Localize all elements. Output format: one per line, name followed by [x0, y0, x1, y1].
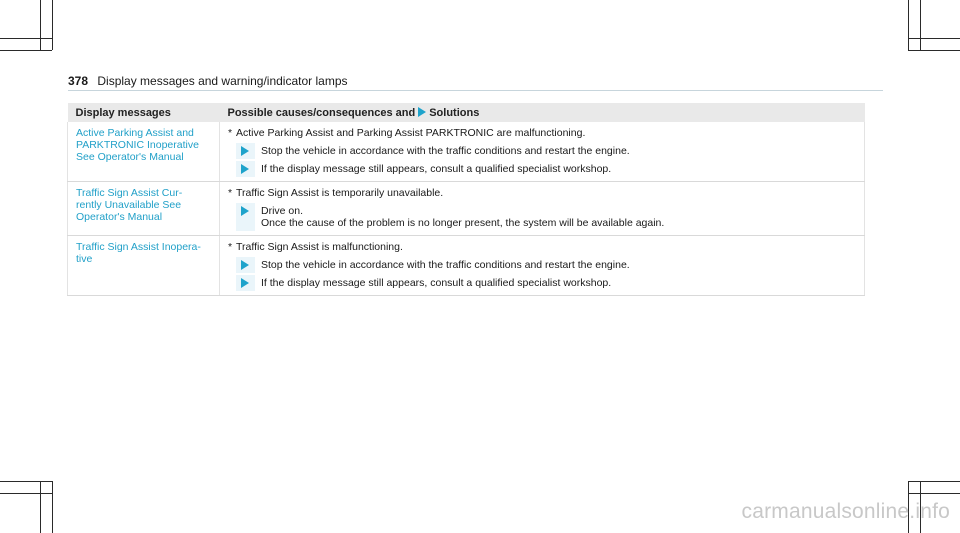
display-message: Traffic Sign Assist Cur- rently Unavailable See Operator's Manual — [68, 182, 220, 236]
crop-mark — [52, 481, 53, 533]
page-title: Display messages and warning/indicator lamps — [97, 74, 348, 88]
causes-solutions — [220, 122, 865, 182]
crop-mark — [908, 38, 960, 39]
crop-mark — [40, 481, 41, 533]
display-message: Active Parking Assist and PARKTRONIC Inoperative See Operator's Manual — [68, 122, 220, 182]
column-header-messages: Display messages — [68, 103, 220, 122]
solution-step: Stop the vehicle in accordance with the traffic conditions and restart the engine. — [236, 259, 858, 271]
arrow-right-icon — [241, 164, 249, 174]
causes-solutions — [220, 182, 865, 236]
arrow-right-icon — [418, 107, 426, 117]
header-divider — [68, 90, 883, 91]
cause: * Traffic Sign Assist is temporarily unavailable. — [228, 187, 444, 199]
table-row — [68, 122, 865, 182]
crop-mark — [40, 0, 41, 50]
table-row — [68, 182, 865, 236]
arrow-right-icon — [241, 278, 249, 288]
crop-mark — [908, 0, 909, 50]
crop-mark — [0, 481, 52, 482]
arrow-right-icon — [241, 206, 249, 216]
column-header-causes: Possible causes/consequences and Solutions — [220, 103, 865, 122]
crop-mark — [0, 38, 52, 39]
page-header — [68, 74, 883, 94]
display-messages-table — [67, 103, 865, 296]
table-header-row — [68, 103, 865, 122]
display-message: Traffic Sign Assist Inopera- tive — [68, 236, 220, 296]
page-number: 378 — [68, 74, 89, 88]
solution-step: If the display message still appears, consult a qualified specialist workshop. — [236, 277, 858, 289]
watermark: carmanualsonline.info — [741, 500, 950, 523]
arrow-right-icon — [241, 146, 249, 156]
solution-step: If the display message still appears, consult a qualified specialist workshop. — [236, 163, 858, 175]
solution-step: Drive on. Once the cause of the problem is no longer present, the system will be available again. — [236, 205, 858, 229]
crop-mark — [908, 493, 960, 494]
crop-mark — [52, 0, 53, 50]
arrow-right-icon — [241, 260, 249, 270]
crop-mark — [908, 481, 960, 482]
causes-solutions — [220, 236, 865, 296]
solution-step: Stop the vehicle in accordance with the traffic conditions and restart the engine. — [236, 145, 858, 157]
crop-mark — [0, 50, 52, 51]
cause: * Active Parking Assist and Parking Assist PARKTRONIC are malfunctioning. — [228, 127, 586, 139]
crop-mark — [0, 493, 52, 494]
cause: * Traffic Sign Assist is malfunctioning. — [228, 241, 403, 253]
crop-mark — [920, 0, 921, 50]
table-row — [68, 236, 865, 296]
crop-mark — [908, 50, 960, 51]
